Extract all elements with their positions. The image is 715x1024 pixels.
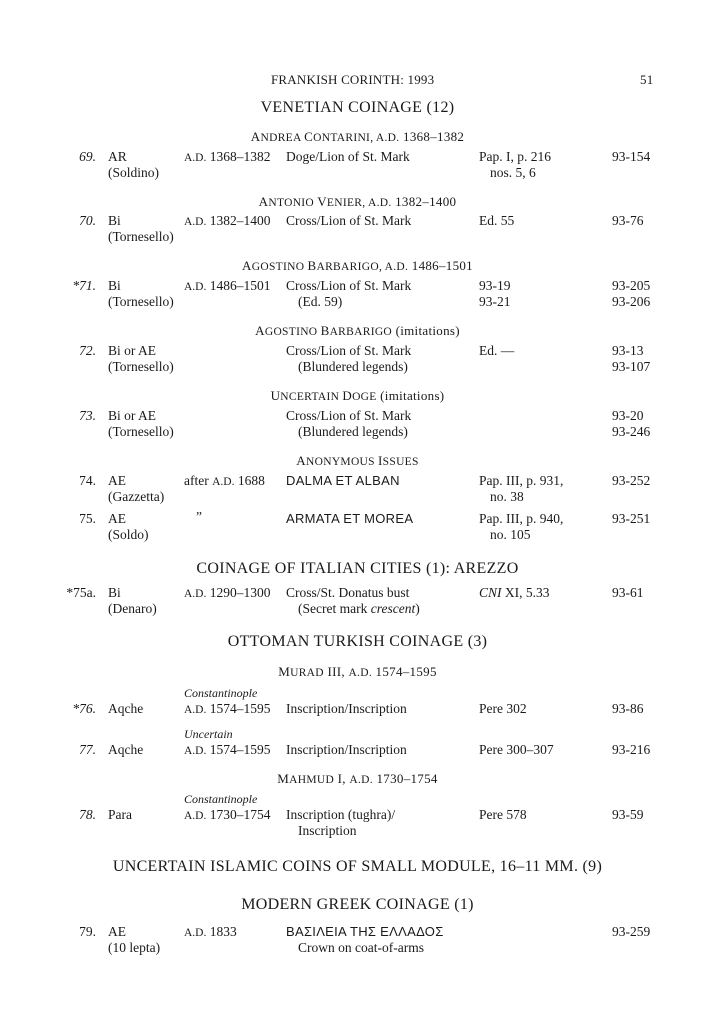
entry-reference: CNI XI, 5.33	[479, 585, 550, 600]
entry-number: 78.	[79, 807, 96, 822]
entry-number: 73.	[79, 408, 96, 423]
entry-reference-cont: no. 105	[490, 527, 531, 542]
entry-metal: Para	[108, 807, 132, 822]
entry-mint: Uncertain	[184, 727, 233, 741]
entry-reference: Pap. III, p. 940,	[479, 511, 564, 526]
entry-type-cont: (Blundered legends)	[298, 424, 408, 439]
entry-legend: DALMA ET ALBAN	[286, 473, 400, 488]
entry-metal: AE	[108, 924, 126, 939]
entry-metal: Bi or AE	[108, 408, 157, 423]
entry-denomination: (Tornesello)	[108, 359, 174, 374]
entry-type: Cross/St. Donatus bust	[286, 585, 410, 600]
subheading-agostino-barbarigo: AGOSTINO BARBARIGO, A.D. 1486–1501	[242, 258, 473, 273]
subheading-agostino-barbarigo-imitations: AGOSTINO BARBARIGO (imitations)	[255, 323, 460, 338]
entry-inventory-cont: 93-107	[612, 359, 651, 374]
entry-denomination: (Denaro)	[108, 601, 157, 616]
entry-reference: Pap. I, p. 216	[479, 149, 551, 164]
entry-mint: Constantinople	[184, 792, 258, 806]
entry-reference: Pere 578	[479, 807, 527, 822]
entry-metal: Bi or AE	[108, 343, 157, 358]
entry-date: A.D. 1730–1754	[184, 807, 271, 822]
entry-number: 79.	[79, 924, 96, 939]
entry-denomination: (Tornesello)	[108, 229, 174, 244]
entry-date: A.D. 1833	[184, 924, 237, 939]
entry-inventory: 93-59	[612, 807, 644, 822]
entry-denomination: (Soldino)	[108, 165, 160, 180]
entry-metal: Aqche	[108, 742, 144, 757]
entry-number: 75.	[79, 511, 96, 526]
entry-metal: Bi	[108, 213, 121, 228]
section-title-ottoman: OTTOMAN TURKISH COINAGE (3)	[227, 633, 488, 650]
entry-type-cont: Crown on coat-of-arms	[298, 940, 424, 955]
entry-metal: Bi	[108, 278, 121, 293]
entry-number: 74.	[79, 473, 96, 488]
entry-type: Inscription (tughra)/	[286, 807, 396, 822]
entry-type: Doge/Lion of St. Mark	[286, 149, 410, 164]
ditto-mark: ”	[196, 509, 202, 524]
entry-number: 72.	[79, 343, 96, 358]
entry-denomination: (Tornesello)	[108, 294, 174, 309]
entry-inventory: 93-154	[612, 149, 651, 164]
entry-date: A.D. 1382–1400	[184, 213, 271, 228]
entry-number: *71.	[72, 278, 96, 293]
entry-legend: ARMATA ET MOREA	[286, 511, 414, 526]
entry-denomination: (Soldo)	[108, 527, 149, 542]
entry-metal: AR	[108, 149, 127, 164]
entry-type-cont: (Ed. 59)	[298, 294, 343, 309]
entry-denomination: (10 lepta)	[108, 940, 161, 955]
entry-reference: 93-19	[479, 278, 511, 293]
entry-metal: AE	[108, 511, 126, 526]
entry-inventory: 93-61	[612, 585, 644, 600]
entry-reference: Pere 300–307	[479, 742, 554, 757]
section-title-venetian: VENETIAN COINAGE (12)	[260, 99, 455, 116]
entry-inventory: 93-76	[612, 213, 644, 228]
entry-inventory: 93-259	[612, 924, 651, 939]
entry-type: Inscription/Inscription	[286, 701, 407, 716]
subheading-mahmud-i: MAHMUD I, A.D. 1730–1754	[277, 771, 438, 786]
entry-reference: Pere 302	[479, 701, 527, 716]
entry-type: Cross/Lion of St. Mark	[286, 278, 412, 293]
entry-type-cont: (Blundered legends)	[298, 359, 408, 374]
entry-reference: Ed. 55	[479, 213, 515, 228]
entry-number: 77.	[79, 742, 96, 757]
entry-inventory-cont: 93-206	[612, 294, 651, 309]
entry-inventory: 93-251	[612, 511, 651, 526]
entry-number: *76.	[72, 701, 96, 716]
section-title-islamic: UNCERTAIN ISLAMIC COINS OF SMALL MODULE, 16–11 MM. (9)	[112, 858, 603, 875]
subheading-antonio-venier: ANTONIO VENIER, A.D. 1382–1400	[258, 194, 457, 209]
entry-type: Cross/Lion of St. Mark	[286, 343, 412, 358]
entry-inventory: 93-13	[612, 343, 644, 358]
entry-type-cont: Inscription	[298, 823, 357, 838]
entry-date: A.D. 1290–1300	[184, 585, 271, 600]
entry-date: A.D. 1574–1595	[184, 742, 271, 757]
entry-denomination: (Gazzetta)	[108, 489, 165, 504]
entry-type: Cross/Lion of St. Mark	[286, 408, 412, 423]
subheading-anonymous-issues: ANONYMOUS ISSUES	[296, 453, 419, 468]
entry-date: after A.D. 1688	[184, 473, 265, 488]
entry-type: Inscription/Inscription	[286, 742, 407, 757]
entry-inventory-cont: 93-246	[612, 424, 651, 439]
entry-inventory: 93-20	[612, 408, 644, 423]
entry-denomination: (Tornesello)	[108, 424, 174, 439]
entry-number: 69.	[79, 149, 96, 164]
entry-type: Cross/Lion of St. Mark	[286, 213, 412, 228]
subheading-andrea-contarini: ANDREA CONTARINI, A.D. 1368–1382	[250, 129, 465, 144]
subheading-murad-iii: MURAD III, A.D. 1574–1595	[278, 664, 437, 679]
entry-inventory: 93-252	[612, 473, 651, 488]
running-title: FRANKISH CORINTH: 1993	[271, 72, 435, 87]
entry-metal: Aqche	[108, 701, 144, 716]
entry-legend: ΒΑΣΙΛΕΙΑ ΤΗΣ ΕΛΛΑΔΟΣ	[286, 924, 444, 939]
entry-inventory: 93-216	[612, 742, 651, 757]
entry-number: *75a.	[66, 585, 96, 600]
entry-mint: Constantinople	[184, 686, 258, 700]
entry-date: A.D. 1368–1382	[184, 149, 271, 164]
entry-reference: Pap. III, p. 931,	[479, 473, 564, 488]
entry-reference-cont: nos. 5, 6	[490, 165, 536, 180]
entry-reference-cont: no. 38	[490, 489, 524, 504]
entry-date: A.D. 1574–1595	[184, 701, 271, 716]
entry-inventory: 93-205	[612, 278, 651, 293]
entry-metal: Bi	[108, 585, 121, 600]
entry-metal: AE	[108, 473, 126, 488]
entry-type-cont: (Secret mark crescent)	[298, 601, 420, 616]
subheading-uncertain-doge: UNCERTAIN DOGE (imitations)	[270, 388, 445, 403]
entry-inventory: 93-86	[612, 701, 644, 716]
page-number: 51	[640, 72, 654, 87]
entry-reference-cont: 93-21	[479, 294, 511, 309]
entry-number: 70.	[79, 213, 96, 228]
section-title-greek: MODERN GREEK COINAGE (1)	[241, 896, 474, 913]
entry-reference: Ed. —	[479, 343, 515, 358]
entry-date: A.D. 1486–1501	[184, 278, 271, 293]
section-title-italian: COINAGE OF ITALIAN CITIES (1): AREZZO	[196, 560, 519, 577]
